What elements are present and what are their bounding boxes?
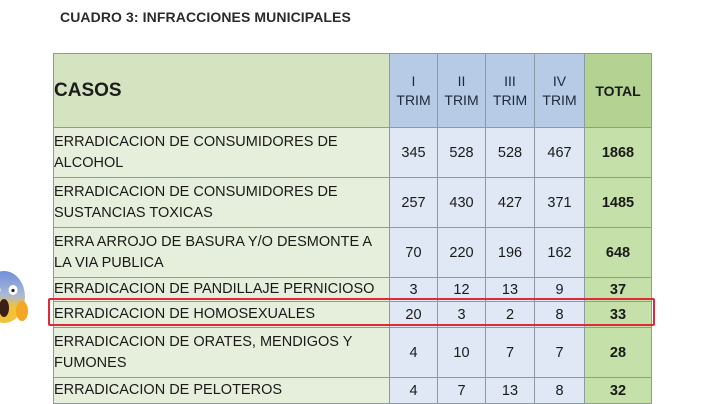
table-row [54, 128, 652, 178]
case-label: ERRADICACION DE PELOTEROS [54, 378, 390, 404]
trim-2-value: 10 [438, 328, 486, 378]
trim-2-value: 3 [438, 302, 486, 328]
trim-2-value: 7 [438, 378, 486, 404]
column-header-trim-1: I TRIM [390, 54, 438, 128]
column-header-trim-4: IV TRIM [535, 54, 585, 128]
table-row [54, 328, 652, 378]
trim-2-value: 220 [438, 228, 486, 278]
total-value: 648 [585, 228, 652, 278]
total-value: 32 [585, 378, 652, 404]
table-row [54, 228, 652, 278]
trim-3-value: 528 [486, 128, 535, 178]
total-value: 33 [585, 302, 652, 328]
column-header-total: TOTAL [585, 54, 652, 128]
trim-3-value: 427 [486, 178, 535, 228]
trim-4-value: 7 [535, 328, 585, 378]
trim-3-value: 13 [486, 278, 535, 302]
case-label: ERRA ARROJO DE BASURA Y/O DESMONTE A LA VIA PUBLICA [54, 228, 390, 278]
infractions-table [53, 53, 652, 404]
trim-1-value: 257 [390, 178, 438, 228]
trim-3-value: 2 [486, 302, 535, 328]
trim-4-value: 8 [535, 378, 585, 404]
trim-3-value: 13 [486, 378, 535, 404]
row-highlight-box [48, 298, 655, 326]
total-value: 28 [585, 328, 652, 378]
column-header-trim-3: III TRIM [486, 54, 535, 128]
total-value: 1868 [585, 128, 652, 178]
trim-1-value: 70 [390, 228, 438, 278]
trim-4-value: 8 [535, 302, 585, 328]
trim-1-value: 20 [390, 302, 438, 328]
trim-1-value: 4 [390, 328, 438, 378]
total-value: 37 [585, 278, 652, 302]
trim-2-value: 528 [438, 128, 486, 178]
case-label: ERRADICACION DE CONSUMIDORES DE ALCOHOL [54, 128, 390, 178]
face-screaming-in-fear-icon [0, 268, 32, 328]
trim-4-value: 162 [535, 228, 585, 278]
trim-1-value: 345 [390, 128, 438, 178]
column-header-casos: CASOS [54, 54, 390, 128]
trim-2-value: 12 [438, 278, 486, 302]
header-row [54, 54, 652, 128]
page-title: CUADRO 3: INFRACCIONES MUNICIPALES [60, 9, 351, 25]
trim-4-value: 9 [535, 278, 585, 302]
table-row [54, 178, 652, 228]
trim-1-value: 3 [390, 278, 438, 302]
case-label: ERRADICACION DE ORATES, MENDIGOS Y FUMONES [54, 328, 390, 378]
case-label: ERRADICACION DE CONSUMIDORES DE SUSTANCIAS TOXICAS [54, 178, 390, 228]
trim-4-value: 467 [535, 128, 585, 178]
case-label: ERRADICACION DE PANDILLAJE PERNICIOSO [54, 278, 390, 302]
trim-1-value: 4 [390, 378, 438, 404]
case-label: ERRADICACION DE HOMOSEXUALES [54, 302, 390, 328]
trim-3-value: 196 [486, 228, 535, 278]
trim-4-value: 371 [535, 178, 585, 228]
trim-3-value: 7 [486, 328, 535, 378]
column-header-trim-2: II TRIM [438, 54, 486, 128]
total-value: 1485 [585, 178, 652, 228]
trim-2-value: 430 [438, 178, 486, 228]
